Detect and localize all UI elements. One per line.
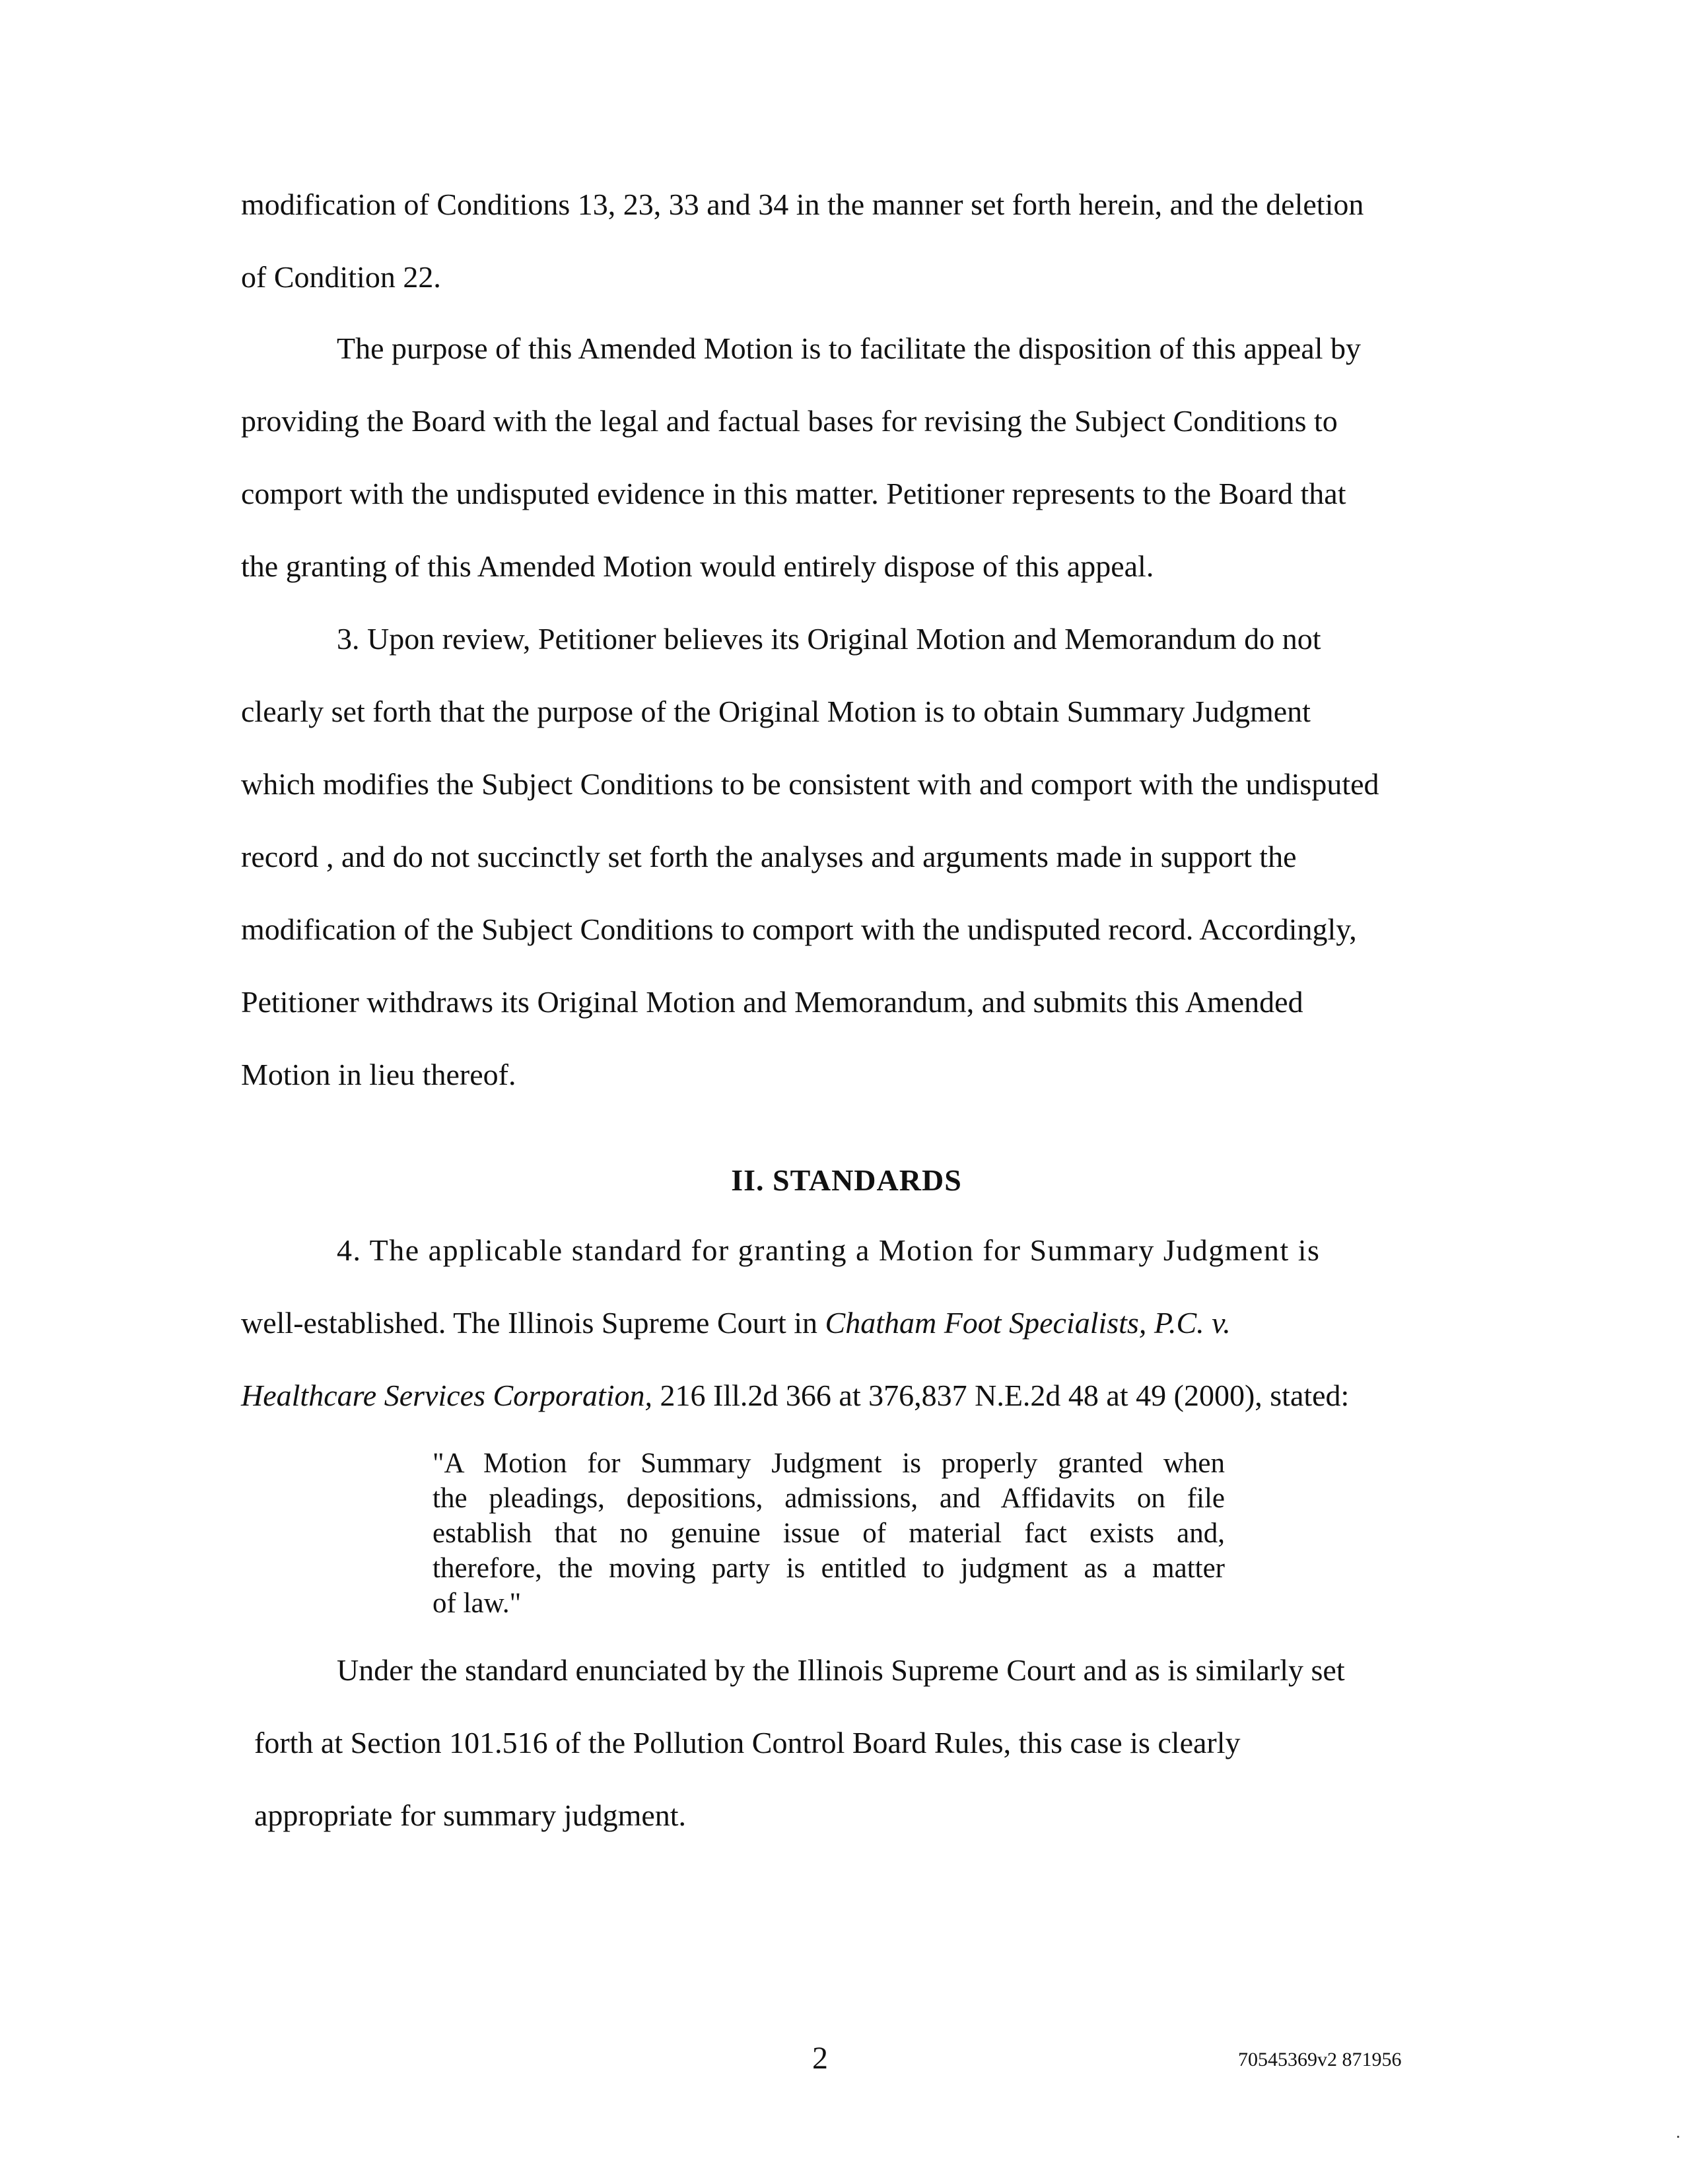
block-quote-line-1: "A Motion for Summary Judgment is properly granted when — [432, 1448, 1225, 1479]
document-id: 70545369v2 871956 — [1238, 2049, 1402, 2070]
section-heading: II. STANDARDS — [731, 1163, 962, 1197]
paragraph-1-line-1: modification of Conditions 13, 23, 33 and 34 in the manner set forth herein, and the deletion — [241, 188, 1364, 221]
paragraph-3-line-7: Motion in lieu thereof. — [241, 1058, 516, 1091]
block-quote-line-5: of law." — [432, 1588, 522, 1619]
paragraph-3-line-3: which modifies the Subject Conditions to be consistent with and comport with the undisputed — [241, 767, 1379, 801]
paragraph-3-line-4: record , and do not succinctly set forth the analyses and arguments made in support the — [241, 840, 1297, 873]
block-quote-line-2: the pleadings, depositions, admissions, and Affidavits on file — [432, 1483, 1225, 1514]
block-quote-line-4: therefore, the moving party is entitled to judgment as a matter — [432, 1553, 1225, 1584]
paragraph-3-line-5: modification of the Subject Conditions to comport with the undisputed record. Accordingly, — [241, 912, 1357, 946]
paragraph-2-line-4: the granting of this Amended Motion would entirely dispose of this appeal. — [241, 549, 1154, 583]
page-number: 2 — [812, 2041, 828, 2076]
paragraph-1-line-2: of Condition 22. — [241, 260, 441, 294]
paragraph-4-line-2-text: well-established. The Illinois Supreme Court in — [241, 1306, 825, 1340]
paragraph-2-line-3: comport with the undisputed evidence in this matter. Petitioner represents to the Board that — [241, 477, 1346, 510]
paragraph-5-line-3: appropriate for summary judgment. — [254, 1798, 687, 1832]
paragraph-5-line-2: forth at Section 101.516 of the Pollution Control Board Rules, this case is clearly — [254, 1726, 1241, 1759]
paragraph-4-line-1: 4. The applicable standard for granting a Motion for Summary Judgment is — [337, 1233, 1321, 1267]
paragraph-4-line-3 — [241, 1377, 1349, 1414]
paragraph-5-line-1: Under the standard enunciated by the Illinois Supreme Court and as is similarly set — [337, 1653, 1345, 1687]
paragraph-3-line-6: Petitioner withdraws its Original Motion and Memorandum, and submits this Amended — [241, 985, 1303, 1019]
paragraph-3-line-2: clearly set forth that the purpose of the Original Motion is to obtain Summary Judgment — [241, 695, 1311, 728]
paragraph-4-line-2 — [241, 1305, 1231, 1342]
paragraph-2-line-2: providing the Board with the legal and factual bases for revising the Subject Conditions to — [241, 404, 1338, 438]
block-quote-line-3: establish that no genuine issue of material fact exists and, — [432, 1518, 1225, 1549]
case-citation-part-2: Healthcare Services Corporation, — [241, 1379, 653, 1412]
paragraph-4-line-3-text: 216 Ill.2d 366 at 376,837 N.E.2d 48 at 49 (2000), stated: — [652, 1379, 1350, 1412]
scan-speck — [1677, 2136, 1679, 2138]
paragraph-3-line-1: 3. Upon review, Petitioner believes its Original Motion and Memorandum do not — [337, 622, 1321, 656]
paragraph-2-line-1: The purpose of this Amended Motion is to facilitate the disposition of this appeal by — [337, 331, 1361, 365]
case-citation-part-1: Chatham Foot Specialists, P.C. v. — [825, 1306, 1231, 1340]
